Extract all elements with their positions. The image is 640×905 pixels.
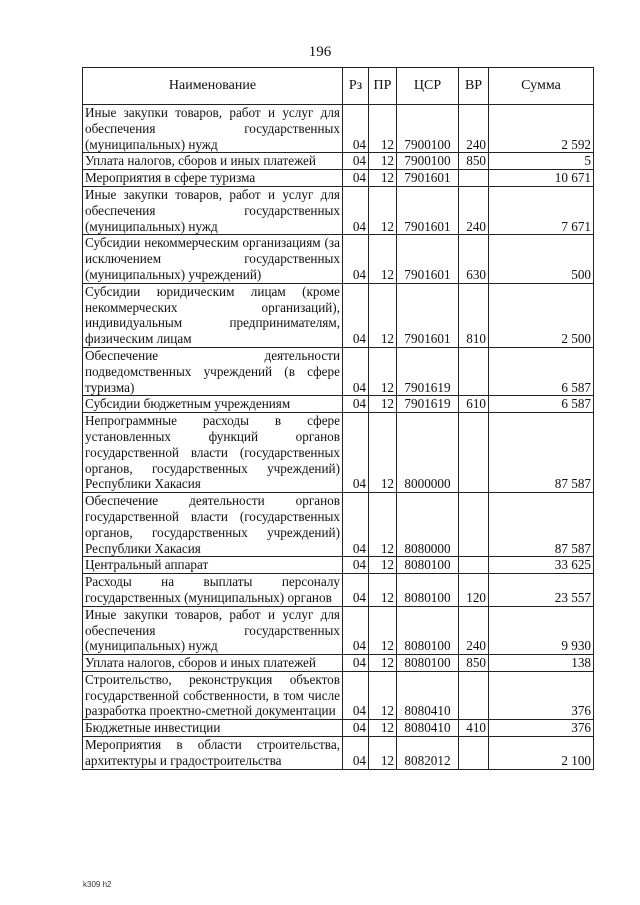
row-vr-cell [459,413,489,493]
row-csr-cell: 7900100 [397,153,459,170]
row-sum-cell: 2 592 [489,105,594,153]
row-rz-cell: 04 [343,153,369,170]
table-row [83,235,594,283]
row-pr-cell: 12 [369,186,397,234]
row-vr-cell [459,170,489,187]
row-sum-cell: 376 [489,720,594,737]
row-rz-cell: 04 [343,347,369,395]
row-sum-cell: 10 671 [489,170,594,187]
table-row [83,557,594,574]
row-rz-cell: 04 [343,283,369,347]
row-vr-cell: 410 [459,720,489,737]
row-csr-cell: 7900100 [397,105,459,153]
row-vr-cell: 240 [459,606,489,654]
page-number: 196 [308,44,332,60]
row-rz-cell: 04 [343,655,369,672]
row-sum-cell: 33 625 [489,557,594,574]
column-header-vr: ВР [459,68,489,105]
row-vr-cell: 630 [459,235,489,283]
row-vr-cell: 850 [459,655,489,672]
row-rz-cell: 04 [343,671,369,719]
row-vr-cell [459,671,489,719]
table-row [83,396,594,413]
table-row [83,153,594,170]
table-body [83,105,594,770]
row-name-cell: Непрограммные расходы в сфере установленных функций органов государственной власти (государственных органов, государственных учреждений) Республики Хакасия [83,413,343,493]
row-name-cell: Субсидии бюджетным учреждениям [83,396,343,413]
row-pr-cell: 12 [369,557,397,574]
row-rz-cell: 04 [343,413,369,493]
row-sum-cell: 87 587 [489,413,594,493]
row-pr-cell: 12 [369,283,397,347]
table-row [83,283,594,347]
row-csr-cell: 7901601 [397,170,459,187]
row-name-cell: Мероприятия в области строительства, архитектуры и градостроительства [83,737,343,770]
row-csr-cell: 8080100 [397,557,459,574]
row-name-cell: Иные закупки товаров, работ и услуг для обеспечения государственных (муниципальных) нужд [83,186,343,234]
row-sum-cell: 87 587 [489,493,594,557]
row-vr-cell [459,347,489,395]
row-pr-cell: 12 [369,574,397,607]
row-sum-cell: 7 671 [489,186,594,234]
row-pr-cell: 12 [369,396,397,413]
row-csr-cell: 7901601 [397,186,459,234]
row-name-cell: Мероприятия в сфере туризма [83,170,343,187]
row-sum-cell: 6 587 [489,347,594,395]
row-vr-cell: 610 [459,396,489,413]
table-row [83,671,594,719]
row-pr-cell: 12 [369,737,397,770]
row-vr-cell [459,737,489,770]
row-vr-cell: 120 [459,574,489,607]
column-header-sum: Сумма [489,68,594,105]
row-pr-cell: 12 [369,347,397,395]
row-rz-cell: 04 [343,737,369,770]
row-sum-cell: 138 [489,655,594,672]
table-row [83,655,594,672]
row-csr-cell: 8080000 [397,493,459,557]
row-rz-cell: 04 [343,557,369,574]
table-row [83,737,594,770]
row-pr-cell: 12 [369,671,397,719]
row-vr-cell: 240 [459,186,489,234]
row-name-cell: Строительство, реконструкция объектов государственной собственности, в том числе разработка проектно-сметной документации [83,671,343,719]
row-csr-cell: 7901619 [397,396,459,413]
column-header-csr: ЦСР [397,68,459,105]
column-header-rz: Рз [343,68,369,105]
table-row [83,105,594,153]
row-rz-cell: 04 [343,493,369,557]
row-rz-cell: 04 [343,396,369,413]
row-sum-cell: 23 557 [489,574,594,607]
table-row [83,186,594,234]
row-name-cell: Уплата налогов, сборов и иных платежей [83,655,343,672]
table-row [83,493,594,557]
row-csr-cell: 7901601 [397,235,459,283]
row-pr-cell: 12 [369,720,397,737]
row-name-cell: Иные закупки товаров, работ и услуг для обеспечения государственных (муниципальных) нужд [83,606,343,654]
row-name-cell: Расходы на выплаты персоналу государственных (муниципальных) органов [83,574,343,607]
row-rz-cell: 04 [343,574,369,607]
row-pr-cell: 12 [369,655,397,672]
row-rz-cell: 04 [343,235,369,283]
row-name-cell: Обеспечение деятельности подведомственных учреждений (в сфере туризма) [83,347,343,395]
row-vr-cell: 850 [459,153,489,170]
footer-code: k309 h2 [83,880,112,889]
row-pr-cell: 12 [369,235,397,283]
row-pr-cell: 12 [369,493,397,557]
table-header-row [83,68,594,105]
row-sum-cell: 2 100 [489,737,594,770]
column-header-name: Наименование [83,68,343,105]
row-csr-cell: 8082012 [397,737,459,770]
column-header-pr: ПР [369,68,397,105]
row-sum-cell: 500 [489,235,594,283]
table-row [83,347,594,395]
row-pr-cell: 12 [369,153,397,170]
row-sum-cell: 5 [489,153,594,170]
table-row [83,170,594,187]
row-name-cell: Иные закупки товаров, работ и услуг для обеспечения государственных (муниципальных) нужд [83,105,343,153]
row-csr-cell: 8000000 [397,413,459,493]
row-sum-cell: 376 [489,671,594,719]
table-row [83,720,594,737]
row-pr-cell: 12 [369,105,397,153]
table-row [83,413,594,493]
budget-table [82,67,594,770]
row-rz-cell: 04 [343,606,369,654]
row-pr-cell: 12 [369,413,397,493]
row-rz-cell: 04 [343,105,369,153]
row-name-cell: Субсидии юридическим лицам (кроме некоммерческих организаций), индивидуальным предпринимателям, физическим лицам [83,283,343,347]
row-vr-cell [459,493,489,557]
row-csr-cell: 7901601 [397,283,459,347]
row-name-cell: Бюджетные инвестиции [83,720,343,737]
row-csr-cell: 7901619 [397,347,459,395]
row-pr-cell: 12 [369,170,397,187]
row-csr-cell: 8080100 [397,606,459,654]
row-vr-cell: 810 [459,283,489,347]
row-csr-cell: 8080410 [397,720,459,737]
row-name-cell: Уплата налогов, сборов и иных платежей [83,153,343,170]
row-vr-cell [459,557,489,574]
table-row [83,606,594,654]
row-sum-cell: 6 587 [489,396,594,413]
row-rz-cell: 04 [343,720,369,737]
row-name-cell: Центральный аппарат [83,557,343,574]
row-vr-cell: 240 [459,105,489,153]
row-name-cell: Субсидии некоммерческим организациям (за исключением государственных (муниципальных) учреждений) [83,235,343,283]
row-sum-cell: 2 500 [489,283,594,347]
row-csr-cell: 8080100 [397,574,459,607]
table-row [83,574,594,607]
row-csr-cell: 8080100 [397,655,459,672]
row-pr-cell: 12 [369,606,397,654]
row-name-cell: Обеспечение деятельности органов государственной власти (государственных органов, государственных учреждений) Республики Хакасия [83,493,343,557]
row-rz-cell: 04 [343,186,369,234]
row-csr-cell: 8080410 [397,671,459,719]
row-rz-cell: 04 [343,170,369,187]
row-sum-cell: 9 930 [489,606,594,654]
